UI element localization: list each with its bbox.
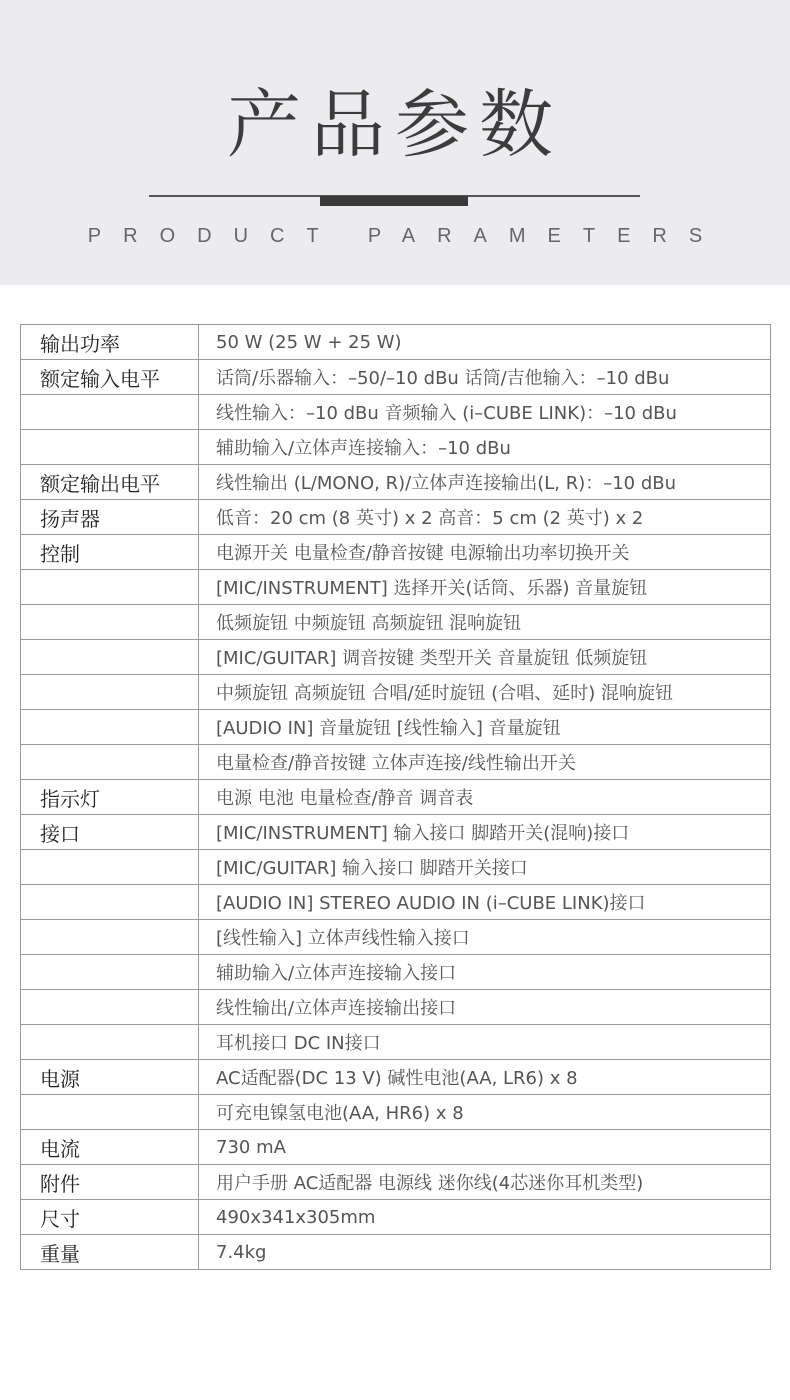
table-row	[21, 990, 771, 1025]
table-row	[21, 1130, 771, 1165]
spec-label	[21, 1095, 199, 1130]
spec-label: 扬声器	[21, 500, 199, 535]
table-row	[21, 1060, 771, 1095]
spec-table	[20, 324, 771, 1270]
table-row	[21, 360, 771, 395]
table-row	[21, 325, 771, 360]
table-row	[21, 1165, 771, 1200]
spec-value: [AUDIO IN] STEREO AUDIO IN (i–CUBE LINK)接口	[199, 885, 771, 920]
table-row	[21, 430, 771, 465]
spec-label	[21, 885, 199, 920]
spec-value: 用户手册 AC适配器 电源线 迷你线(4芯迷你耳机类型)	[199, 1165, 771, 1200]
spec-label: 附件	[21, 1165, 199, 1200]
spec-value: [AUDIO IN] 音量旋钮 [线性输入] 音量旋钮	[199, 710, 771, 745]
spec-label	[21, 430, 199, 465]
spec-label	[21, 675, 199, 710]
spec-label: 额定输入电平	[21, 360, 199, 395]
table-row	[21, 605, 771, 640]
table-row	[21, 850, 771, 885]
spec-label	[21, 605, 199, 640]
table-row	[21, 535, 771, 570]
spec-label	[21, 640, 199, 675]
spec-value: 中频旋钮 高频旋钮 合唱/延时旋钮 (合唱、延时) 混响旋钮	[199, 675, 771, 710]
spec-value: 线性输出 (L/MONO, R)/立体声连接输出(L, R)：–10 dBu	[199, 465, 771, 500]
spec-value: 辅助输入/立体声连接输入：–10 dBu	[199, 430, 771, 465]
spec-value: 电量检查/静音按键 立体声连接/线性输出开关	[199, 745, 771, 780]
page-title: 产品参数	[227, 82, 563, 168]
spec-label	[21, 955, 199, 990]
header-banner	[0, 0, 790, 285]
spec-value: 电源 电池 电量检查/静音 调音表	[199, 780, 771, 815]
spec-label: 控制	[21, 535, 199, 570]
table-row	[21, 1200, 771, 1235]
page-subtitle: PRODUCT PARAMETERS	[87, 225, 725, 247]
spec-value: AC适配器(DC 13 V) 碱性电池(AA, LR6) x 8	[199, 1060, 771, 1095]
spec-value: 线性输出/立体声连接输出接口	[199, 990, 771, 1025]
spec-label: 指示灯	[21, 780, 199, 815]
spec-label	[21, 920, 199, 955]
spec-label: 重量	[21, 1235, 199, 1270]
title-divider-accent	[320, 196, 468, 206]
spec-value: 50 W (25 W + 25 W)	[199, 325, 771, 360]
spec-value: [线性输入] 立体声线性输入接口	[199, 920, 771, 955]
spec-value: 电源开关 电量检查/静音按键 电源输出功率切换开关	[199, 535, 771, 570]
spec-label: 额定输出电平	[21, 465, 199, 500]
spec-value: [MIC/INSTRUMENT] 输入接口 脚踏开关(混响)接口	[199, 815, 771, 850]
table-row	[21, 815, 771, 850]
spec-label	[21, 570, 199, 605]
spec-value: 490x341x305mm	[199, 1200, 771, 1235]
spec-table-body	[21, 325, 771, 1270]
table-row	[21, 745, 771, 780]
spec-label	[21, 990, 199, 1025]
spec-value: 可充电镍氢电池(AA, HR6) x 8	[199, 1095, 771, 1130]
table-row	[21, 465, 771, 500]
spec-label	[21, 1025, 199, 1060]
table-row	[21, 1095, 771, 1130]
spec-label: 电源	[21, 1060, 199, 1095]
spec-value: 7.4kg	[199, 1235, 771, 1270]
spec-value: 低频旋钮 中频旋钮 高频旋钮 混响旋钮	[199, 605, 771, 640]
spec-label: 电流	[21, 1130, 199, 1165]
table-row	[21, 920, 771, 955]
table-row	[21, 1025, 771, 1060]
table-row	[21, 710, 771, 745]
table-row	[21, 955, 771, 990]
spec-label	[21, 850, 199, 885]
spec-value: [MIC/GUITAR] 输入接口 脚踏开关接口	[199, 850, 771, 885]
spec-value: 辅助输入/立体声连接输入接口	[199, 955, 771, 990]
spec-label	[21, 710, 199, 745]
spec-label: 接口	[21, 815, 199, 850]
table-row	[21, 780, 771, 815]
spec-label: 输出功率	[21, 325, 199, 360]
spec-value: [MIC/INSTRUMENT] 选择开关(话筒、乐器) 音量旋钮	[199, 570, 771, 605]
spec-value: 线性输入：–10 dBu 音频输入 (i–CUBE LINK)：–10 dBu	[199, 395, 771, 430]
spec-value: 730 mA	[199, 1130, 771, 1165]
table-row	[21, 640, 771, 675]
spec-label	[21, 395, 199, 430]
spec-value: [MIC/GUITAR] 调音按键 类型开关 音量旋钮 低频旋钮	[199, 640, 771, 675]
spec-label: 尺寸	[21, 1200, 199, 1235]
table-row	[21, 395, 771, 430]
spec-label	[21, 745, 199, 780]
table-row	[21, 1235, 771, 1270]
spec-value: 低音：20 cm (8 英寸) x 2 高音：5 cm (2 英寸) x 2	[199, 500, 771, 535]
spec-value: 话筒/乐器输入：–50/–10 dBu 话筒/吉他输入：–10 dBu	[199, 360, 771, 395]
table-row	[21, 885, 771, 920]
spec-value: 耳机接口 DC IN接口	[199, 1025, 771, 1060]
table-row	[21, 675, 771, 710]
table-row	[21, 500, 771, 535]
table-row	[21, 570, 771, 605]
